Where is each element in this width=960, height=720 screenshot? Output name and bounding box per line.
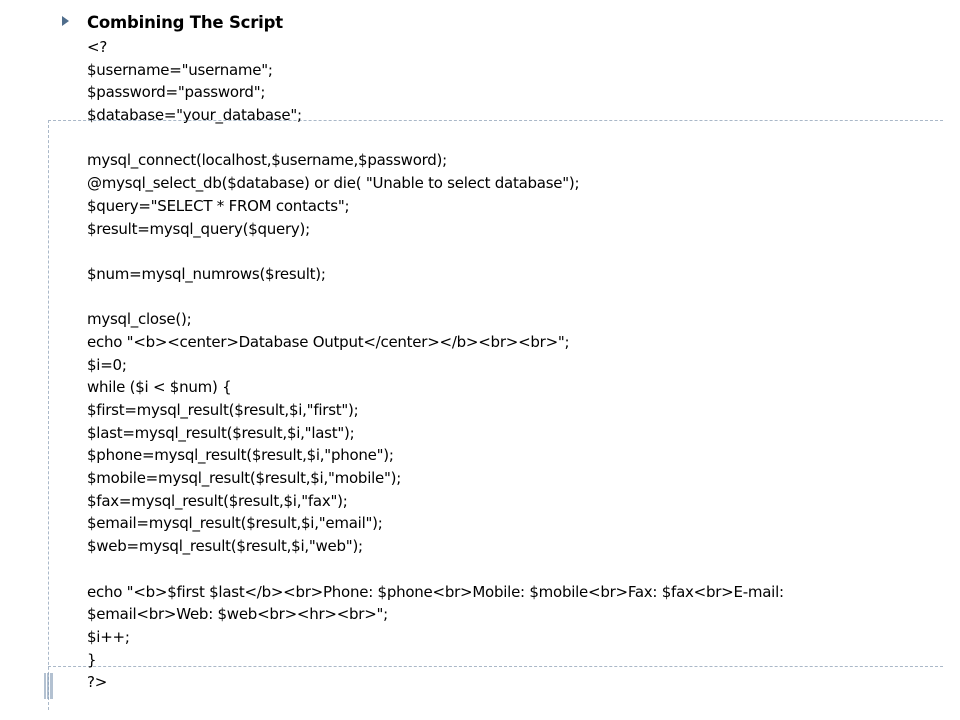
code-line: $query="SELECT * FROM contacts"; [87, 196, 350, 215]
code-line: $i++; [87, 627, 130, 646]
code-line: $i=0; [87, 355, 127, 374]
slide-title: Combining The Script [87, 13, 283, 32]
blank-line [87, 558, 947, 581]
blank-line [87, 240, 947, 263]
code-line: $num=mysql_numrows($result); [87, 264, 326, 283]
code-line: $last=mysql_result($result,$i,"last"); [87, 423, 355, 442]
code-line: while ($i < $num) { [87, 378, 232, 397]
code-line: $first=mysql_result($result,$i,"first"); [87, 401, 359, 419]
code-line: $web=mysql_result($result,$i,"web"); [87, 537, 363, 556]
corner-decoration [44, 673, 53, 699]
code-line: $username="username"; [87, 60, 273, 79]
code-line: echo "<b><center>Database Output</center></b><br><br>"; [87, 332, 570, 351]
blank-line [87, 286, 947, 309]
code-line: $email=mysql_result($result,$i,"email"); [87, 514, 383, 533]
code-line: $result=mysql_query($query); [87, 219, 310, 238]
left-divider-line [48, 120, 49, 710]
code-line: mysql_connect(localhost,$username,$password); [87, 151, 447, 170]
code-block [87, 36, 947, 694]
code-line: ?> [87, 673, 108, 692]
code-line: $email<br>Web: $web<br><hr><br>"; [87, 605, 388, 624]
code-line: echo "<b>$first $last</b><br>Phone: $phone<br>Mobile: $mobile<br>Fax: $fax<br>E-mail: [87, 582, 784, 601]
code-line: @mysql_select_db($database) or die( "Unable to select database"); [87, 174, 580, 193]
code-line: $mobile=mysql_result($result,$i,"mobile"); [87, 469, 402, 488]
code-line: } [87, 650, 97, 669]
triangle-bullet-icon [62, 16, 69, 26]
code-line: $password="password"; [87, 83, 266, 102]
code-line: <? [87, 38, 108, 56]
code-line: $phone=mysql_result($result,$i,"phone"); [87, 446, 394, 465]
blank-line [87, 127, 947, 150]
code-line: $fax=mysql_result($result,$i,"fax"); [87, 491, 348, 510]
code-line: mysql_close(); [87, 310, 192, 329]
code-line: $database="your_database"; [87, 106, 302, 125]
